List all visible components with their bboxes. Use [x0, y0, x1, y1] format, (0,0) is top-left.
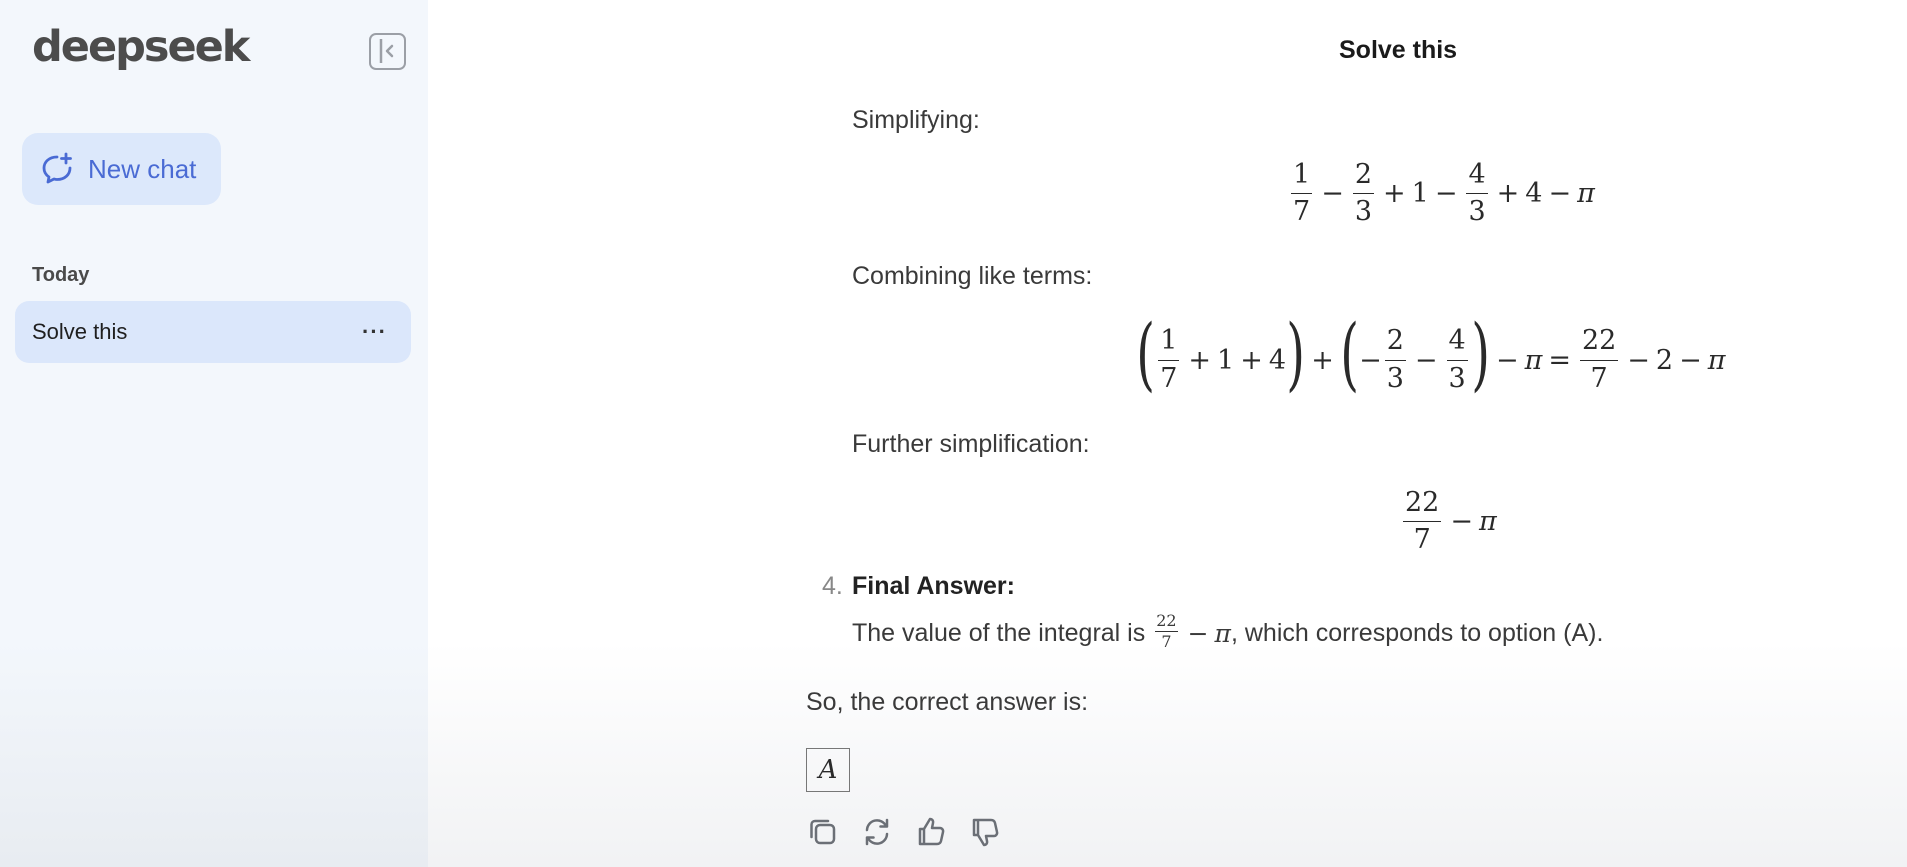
inline-fraction: $\frac{22}{7}$: [1156, 611, 1177, 651]
collapse-sidebar-button[interactable]: [369, 33, 406, 70]
equation-further: $\frac{22}{7}$ − π: [1405, 487, 1497, 556]
new-chat-icon: [40, 152, 74, 186]
final-answer-text: The value of the integral is $\frac{22}{7}$ − π , which corresponds to option (A).: [852, 611, 1604, 651]
fraction: $\frac{1}{7}$: [1160, 325, 1178, 394]
section-label-today: Today: [32, 264, 90, 286]
final-answer-text-after: , which corresponds to option (A).: [1230, 618, 1604, 647]
fraction: $\frac{4}{3}$: [1448, 325, 1466, 394]
chat-title: Solve this: [1339, 36, 1458, 64]
final-answer-heading: Final Answer:: [852, 572, 1015, 600]
thumbs-down-icon[interactable]: [968, 815, 1002, 849]
chat-history-item-label: Solve this: [32, 319, 128, 344]
equation-combining: ( $\frac{1}{7}$ + 1 + 4 ) + ( − $\frac{2}{3}$ − $\frac{4}{3}$ ) − π = $\frac{22}{7}$ − 2 − π: [1136, 307, 1726, 400]
fraction: $\frac{1}{7}$: [1293, 159, 1311, 228]
sidebar-collapse-icon: [371, 35, 403, 67]
fraction: $\frac{4}{3}$: [1468, 159, 1486, 228]
conclusion-text: So, the correct answer is:: [806, 688, 1089, 716]
thumbs-up-icon[interactable]: [914, 815, 948, 849]
further-simplification-label: Further simplification:: [852, 430, 1090, 458]
fraction: $\frac{22}{7}$: [1405, 487, 1440, 556]
more-options-icon[interactable]: ···: [362, 319, 387, 344]
fraction: $\frac{22}{7}$: [1581, 325, 1617, 394]
equation-simplifying: $\frac{1}{7}$ − $\frac{2}{3}$ + 1 − $\frac{4}{3}$ + 4 − π: [1293, 159, 1595, 228]
simplifying-label: Simplifying:: [852, 106, 980, 134]
regenerate-icon[interactable]: [860, 815, 894, 849]
combining-label: Combining like terms:: [852, 262, 1093, 290]
final-answer-text-before: The value of the integral is: [852, 618, 1146, 647]
boxed-answer: A: [806, 748, 850, 792]
copy-icon[interactable]: [806, 815, 840, 849]
message-actions: [806, 815, 1002, 849]
fraction: $\frac{2}{3}$: [1386, 325, 1404, 394]
deepseek-logo[interactable]: deepseek: [32, 22, 249, 72]
new-chat-label: New chat: [88, 153, 197, 184]
fraction: $\frac{2}{3}$: [1354, 159, 1372, 228]
step-number: 4.: [822, 572, 843, 600]
new-chat-button[interactable]: [22, 133, 221, 205]
sidebar: [0, 0, 428, 867]
chat-history-item[interactable]: [15, 301, 411, 363]
